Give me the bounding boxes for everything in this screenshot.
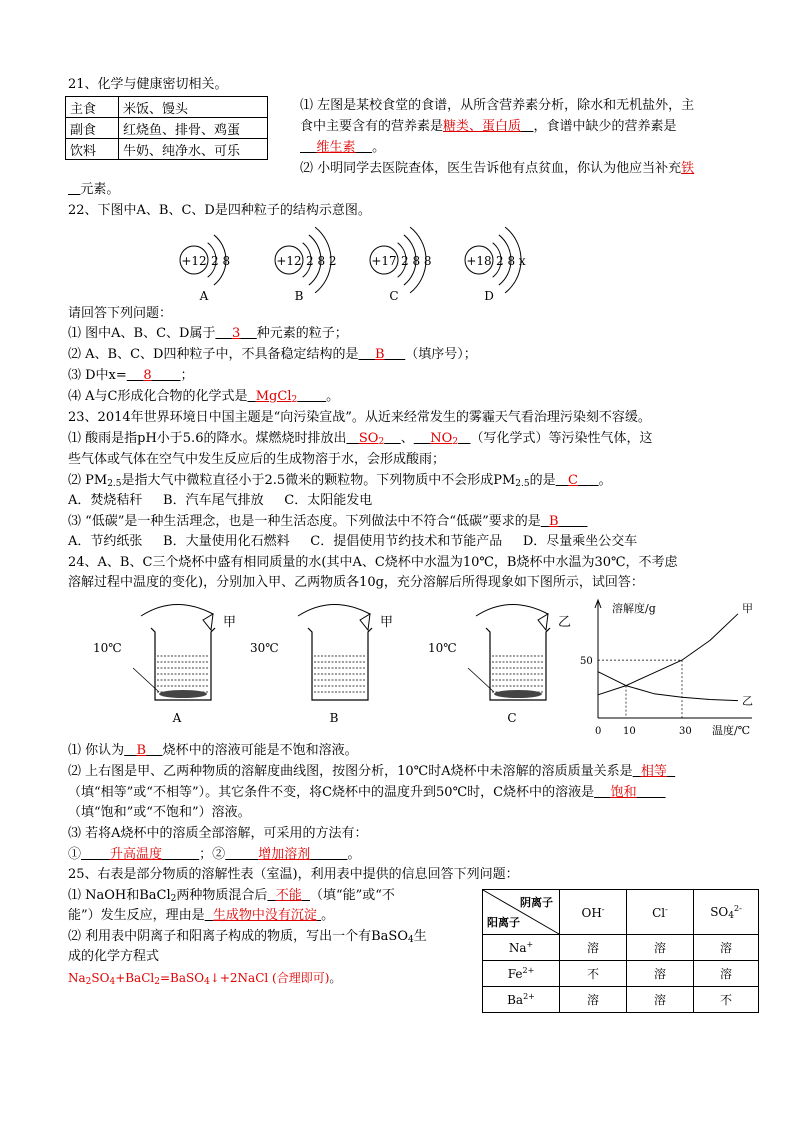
blank: [205, 908, 213, 923]
answer: $Na_2SO_4+BaCl_2=BaSO_4↓+2NaCl$ (合理即可): [68, 971, 330, 987]
q22-q2: [68, 346, 477, 364]
blank: [68, 182, 80, 197]
menu-items: 红烧鱼、排骨、鸡蛋: [119, 118, 268, 139]
answer: 增加溶剂: [258, 847, 311, 862]
blank: [346, 431, 358, 446]
q21-title: 21、化学与健康密切相关。: [68, 77, 228, 92]
text: 元素。: [80, 182, 120, 197]
q22-ask: 请回答下列问题：: [68, 306, 173, 321]
beaker-outline: [486, 628, 550, 700]
blank: [384, 431, 401, 446]
blank: [124, 743, 136, 758]
text: ，食谱中缺少的营养素是: [533, 119, 677, 134]
nucleus-charge: +12: [181, 254, 207, 268]
text: ⑵ 上右图是甲、乙两种物质的溶解度曲线图，按图分析，10℃时A烧杯中未溶解的溶质质量关系是: [68, 764, 633, 779]
series-line-1: [598, 672, 738, 701]
blank: [225, 847, 258, 862]
answer: 糖类、蛋白质: [443, 119, 522, 134]
blank: [458, 431, 470, 446]
table-cell: 不: [694, 987, 759, 1013]
q25-p2-answer: [68, 969, 341, 991]
blank: [594, 785, 611, 800]
answer: B: [136, 743, 147, 758]
q24-p2b: [68, 784, 666, 802]
table-cell: 溶: [627, 961, 694, 987]
blank: [247, 389, 255, 404]
answer: 不能: [275, 888, 302, 903]
blank: [385, 347, 406, 362]
q25-p2b: 成的化学方程式: [68, 949, 160, 964]
menu-cat: 饮料: [66, 139, 119, 160]
pouring-arrow: [141, 604, 213, 616]
beaker-label: B: [329, 711, 339, 725]
q25-p2a: ⑵ 利用表中阴离子和阳离子构成的物质，写出一个有BaSO$_4$生: [68, 929, 427, 945]
nucleus-charge: +12: [276, 254, 302, 268]
table-row: [66, 118, 268, 139]
anion-label: 阴离子: [520, 896, 553, 909]
solubility-table: [482, 889, 759, 1013]
q24-line1: 24、A、B、C三个烧杯中盛有相同质量的水(其中A、C烧杯中水温为10℃，B烧杯中水温为30℃，不考虑: [68, 555, 678, 570]
blank: [127, 368, 144, 383]
text: ⑵ A、B、C、D四种粒子中，不具备稳定结构的是: [68, 347, 359, 362]
solubility-chart: [576, 594, 762, 742]
menu-cat: 副食: [66, 118, 119, 139]
q23-title: 23、2014年世界环境日中国主题是“向污染宣战”。从近来经常发生的雾霾天气看治理污染刻不容缓。: [68, 410, 651, 425]
q22-q4: [68, 388, 339, 409]
answer: 8: [143, 368, 152, 383]
answer: C: [568, 473, 578, 488]
answer: $SO_2$: [358, 431, 385, 447]
beaker-temperature: 10℃: [93, 641, 122, 655]
beaker-outline: [308, 628, 372, 700]
text: （填“能”或“不: [309, 888, 395, 903]
q25-title: 25、右表是部分物质的溶解性表（室温)，利用表中提供的信息回答下列问题：: [68, 867, 519, 882]
pouring-arrow: [476, 604, 548, 616]
beaker-diagram: [80, 596, 572, 732]
atom-label: C: [389, 289, 399, 303]
text: 。: [326, 389, 340, 404]
answer: $NO_2$: [430, 431, 459, 447]
text: 食中主要含有的营养素是: [300, 119, 444, 134]
q22-title: 22、下图中A、B、C、D是四种粒子的结构示意图。: [68, 203, 371, 218]
atom-label: D: [484, 289, 494, 303]
q23-p2-options: A．焚烧秸秆 B．汽车尾气排放 C．太阳能发电: [68, 493, 373, 508]
cation-fe: $Fe^{2+}$: [483, 961, 560, 987]
text: 。: [598, 473, 612, 488]
electron-counts: 2 8: [211, 254, 231, 268]
text: ⑴ 你认为: [68, 743, 125, 758]
table-header-row: [483, 890, 759, 935]
menu-items: 牛奶、纯净水、可乐: [119, 139, 268, 160]
text: ⑷ A与C形成化合物的化学式是: [68, 389, 248, 404]
cation-label: 阳离子: [487, 916, 520, 929]
table-cell: 不: [560, 961, 627, 987]
x-tick-label: 30: [679, 726, 692, 737]
atom-label: B: [294, 289, 304, 303]
corner-cell: [483, 890, 560, 935]
text: 。: [329, 971, 342, 985]
series-label: 甲: [742, 601, 753, 615]
text: 种元素的粒子；: [256, 326, 348, 341]
q21-p1-line3: 维生素 。: [300, 139, 385, 157]
table-cell: 溶: [694, 961, 759, 987]
q24-line2: 溶解过程中温度的变化)，分别加入甲、乙两物质各10g，充分溶解后所得现象如下图所示，试回答：: [68, 575, 644, 590]
table-cell: 溶: [694, 935, 759, 961]
answer: 饱和: [610, 785, 637, 800]
pouring-arrow: [298, 604, 370, 616]
table-cell: 溶: [627, 935, 694, 961]
table-row: [66, 97, 268, 118]
added-substance: 甲: [223, 615, 237, 630]
y-tick-label: 50: [580, 656, 593, 668]
arrow-head: [360, 614, 370, 630]
x-tick-label: 10: [623, 726, 636, 737]
added-substance: 乙: [558, 615, 572, 630]
text: ⑵ $PM_{2.5}$是指大气中微粒直径小于2.5微米的颗粒物。下列物质中不会形成$PM_{2.5}$的是: [68, 473, 556, 489]
cation-na: Na+: [483, 935, 560, 961]
x-tick-label: 0: [595, 726, 602, 737]
blank: [637, 785, 666, 800]
blank: [578, 473, 599, 488]
electron-counts: 2 8 2: [306, 254, 337, 268]
q21-p1-line2: [300, 118, 676, 136]
nucleus-charge: +18: [466, 254, 492, 268]
beaker-label: C: [507, 711, 517, 725]
beaker-outline: [151, 628, 215, 700]
text: ⑴ NaOH和BaCl$_2$两种物质混合后: [68, 888, 268, 904]
anion-so4: $SO_4^{2-}$: [694, 890, 759, 935]
anion-cl: Cl-: [627, 890, 694, 935]
atom-label: A: [199, 289, 209, 303]
answer: 相等: [640, 764, 667, 779]
blank: [300, 140, 317, 155]
blank: [162, 847, 199, 862]
table-row: [483, 961, 759, 987]
anion-oh: OH-: [560, 890, 627, 935]
answer: 升高温度: [109, 847, 162, 862]
q22-q3: [68, 367, 194, 385]
q23-p2: [68, 472, 612, 493]
blank: [267, 888, 275, 903]
blank: [541, 514, 549, 529]
menu-cat: 主食: [66, 97, 119, 118]
answer: B: [548, 514, 559, 529]
q23-p3-options: A．节约纸张 B．大量使用化石燃料 C．提倡使用节约技术和节能产品 D．尽量乘坐公交车: [68, 534, 638, 549]
beaker-temperature: 30℃: [250, 641, 279, 655]
undissolved-solid: [159, 690, 207, 698]
table-cell: 溶: [560, 987, 627, 1013]
text: ①: [68, 847, 82, 862]
q25-p1: [68, 887, 395, 908]
text: ⑴ 图中A、B、C、D属于: [68, 326, 216, 341]
q22-q1: [68, 325, 348, 343]
blank: [152, 368, 181, 383]
q25-p1c: [68, 907, 334, 925]
blank: [81, 847, 110, 862]
q21-p2-line2: [68, 181, 119, 199]
text: ⑴ 酸雨是指pH小于5.6的降水。煤燃烧时排放出: [68, 431, 347, 446]
table-row: [483, 987, 759, 1013]
blank: [556, 473, 568, 488]
added-substance: 甲: [380, 615, 394, 630]
answer: 铁: [681, 161, 695, 176]
arrow-head: [203, 614, 213, 630]
q23-p3: [68, 513, 587, 531]
blank: [667, 764, 675, 779]
beaker-label: A: [172, 711, 182, 725]
text: （填“相等”或“不相等”）。其它条件不变，将C烧杯中的温度升到50℃时，C烧杯中的溶液是: [68, 785, 595, 800]
blank: [414, 431, 431, 446]
q24-p2: [68, 763, 675, 781]
answer: 维生素: [316, 140, 356, 155]
text: （写化学式）等污染性气体，这: [470, 431, 653, 446]
blank: [240, 326, 257, 341]
answer: B: [374, 347, 385, 362]
table-row: [66, 139, 268, 160]
electron-counts: 2 8 8: [401, 254, 432, 268]
q24-p1: [68, 742, 358, 760]
blank: [215, 326, 232, 341]
blank: [633, 764, 641, 779]
undissolved-solid: [494, 690, 542, 698]
q24-p2c: （填“饱和”或“不饱和”）溶液。: [68, 805, 251, 820]
text: （填序号）；: [405, 347, 477, 362]
text: 烧杯中的溶液可能是不饱和溶液。: [162, 743, 358, 758]
q24-p3-answers: [68, 846, 360, 864]
atom-diagram: [170, 226, 550, 306]
text: ⑶ “低碳”是一种生活理念，也是一种生活态度。下列做法中不符合“低碳”要求的是: [68, 514, 541, 529]
text: ；②: [199, 847, 226, 862]
text: 。: [321, 908, 335, 923]
menu-items: 米饭、馒头: [119, 97, 268, 118]
q21-p2-line1: [300, 160, 694, 178]
series-label: 乙: [742, 694, 753, 708]
y-axis-label: 溶解度/g: [612, 602, 656, 615]
q24-p3: ⑶ 若将A烧杯中的溶质全部溶解，可采用的方法有：: [68, 826, 368, 841]
blank: [297, 389, 326, 404]
table-cell: 溶: [627, 987, 694, 1013]
arrow-head: [538, 614, 548, 630]
table-cell: 溶: [560, 935, 627, 961]
text: ⑵ 小明同学去医院查体，医生告诉他有点贫血，你认为他应当补充: [300, 161, 682, 176]
table-row: [483, 935, 759, 961]
q21-p1-line1: ⑴ 左图是某校食堂的食谱，从所含营养素分析，除水和无机盐外，主: [300, 98, 695, 113]
blank: [358, 347, 375, 362]
nucleus-charge: +17: [371, 254, 397, 268]
text: ；: [180, 368, 194, 383]
text: 、: [400, 431, 414, 446]
blank: [310, 847, 347, 862]
x-axis-label: 温度/℃: [712, 724, 751, 737]
menu-table: [65, 96, 268, 160]
answer: 生成物中没有沉淀: [212, 908, 317, 923]
q23-p1: [68, 430, 652, 451]
blank: [356, 140, 373, 155]
blank: [302, 888, 310, 903]
text: 能”）发生反应，理由是: [68, 908, 205, 923]
blank: [146, 743, 163, 758]
answer: MgCl$_2$: [255, 389, 298, 405]
q23-p1c: 些气体或气体在空气中发生反应后的生成物溶于水，会形成酸雨；: [68, 452, 446, 467]
beaker-temperature: 10℃: [428, 641, 457, 655]
answer: 3: [231, 326, 241, 341]
text: 。: [347, 847, 361, 862]
blank: [521, 119, 533, 134]
cation-ba: $Ba^{2+}$: [483, 987, 560, 1013]
blank: [559, 514, 588, 529]
electron-counts: 2 8 x: [496, 254, 526, 268]
text: ⑶ D中x=: [68, 368, 127, 383]
